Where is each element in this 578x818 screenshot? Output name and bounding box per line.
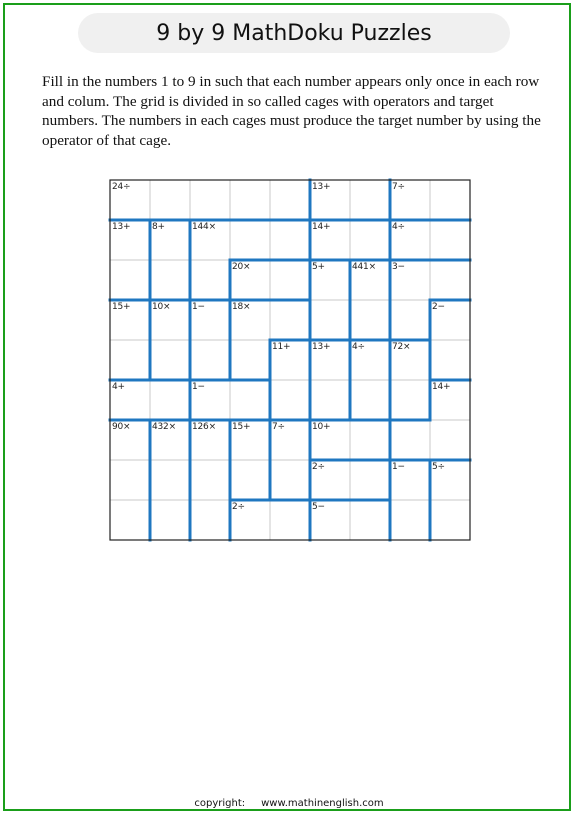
cage-label: 126× — [192, 422, 216, 432]
grid-cell[interactable] — [390, 380, 430, 420]
cage-label: 4+ — [112, 382, 125, 392]
cage-label: 4÷ — [392, 222, 405, 232]
grid-cell[interactable] — [110, 340, 150, 380]
grid-cell[interactable] — [270, 460, 310, 500]
grid-cell[interactable] — [350, 300, 390, 340]
cage-label: 1− — [192, 382, 205, 392]
page-title: 9 by 9 MathDoku Puzzles — [78, 13, 510, 53]
cage-label: 10× — [152, 302, 171, 312]
grid-cell[interactable] — [270, 180, 310, 220]
cage-label: 1− — [192, 302, 205, 312]
cage-label: 5+ — [312, 262, 325, 272]
grid-cell[interactable] — [350, 380, 390, 420]
grid-cell[interactable] — [230, 340, 270, 380]
grid-cell[interactable] — [350, 180, 390, 220]
cage-label: 2÷ — [312, 462, 325, 472]
grid-cell[interactable] — [230, 220, 270, 260]
grid-cell[interactable] — [150, 460, 190, 500]
cage-label: 14+ — [432, 382, 451, 392]
grid-cell[interactable] — [310, 380, 350, 420]
cage-label: 7÷ — [272, 422, 285, 432]
cage-label: 72× — [392, 342, 411, 352]
cage-label: 13+ — [112, 222, 131, 232]
grid-cell[interactable] — [350, 220, 390, 260]
grid-cell[interactable] — [230, 460, 270, 500]
footer — [0, 798, 578, 809]
grid-cell[interactable] — [390, 300, 430, 340]
cage-label: 3− — [392, 262, 405, 272]
grid-cell[interactable] — [150, 340, 190, 380]
cage-label: 4÷ — [352, 342, 365, 352]
copyright-label: copyright: — [194, 798, 246, 809]
cage-label: 441× — [352, 262, 376, 272]
grid-cell[interactable] — [190, 180, 230, 220]
grid-cell[interactable] — [190, 500, 230, 540]
grid-cell[interactable] — [390, 500, 430, 540]
grid-cell[interactable] — [190, 340, 230, 380]
cage-label: 5− — [312, 502, 325, 512]
cage-label: 15+ — [232, 422, 251, 432]
cage-label: 15+ — [112, 302, 131, 312]
copyright-site: www.mathinenglish.com — [261, 798, 384, 809]
grid-cell[interactable] — [150, 260, 190, 300]
grid-cell[interactable] — [430, 500, 470, 540]
cage-label: 10+ — [312, 422, 331, 432]
grid-cell[interactable] — [150, 500, 190, 540]
grid-cell[interactable] — [110, 500, 150, 540]
instructions-text: Fill in the numbers 1 to 9 in such that each number appears only once in each row and colum. The grid is divided in so called cages with operators and target numbers. The numbers in each cages must produce the target number by using the operator of that cage. — [42, 73, 541, 149]
cage-label: 2− — [432, 302, 445, 312]
grid-cell[interactable] — [270, 220, 310, 260]
grid-cell[interactable] — [430, 220, 470, 260]
grid-cell[interactable] — [150, 180, 190, 220]
cage-label: 1− — [392, 462, 405, 472]
cage-label: 11+ — [272, 342, 291, 352]
cage-label: 18× — [232, 302, 251, 312]
grid-cell[interactable] — [270, 300, 310, 340]
cage-label: 13+ — [312, 182, 331, 192]
grid-cell[interactable] — [390, 420, 430, 460]
cage-label: 7÷ — [392, 182, 405, 192]
cage-label: 14+ — [312, 222, 331, 232]
mathdoku-grid[interactable] — [110, 180, 470, 540]
cage-label: 90× — [112, 422, 131, 432]
cage-label: 432× — [152, 422, 176, 432]
grid-cell[interactable] — [150, 380, 190, 420]
grid-cell[interactable] — [190, 260, 230, 300]
cage-label: 20× — [232, 262, 251, 272]
grid-cell[interactable] — [270, 260, 310, 300]
grid-cell[interactable] — [270, 500, 310, 540]
grid-lines — [110, 180, 470, 540]
grid-cell[interactable] — [190, 460, 230, 500]
grid-cell[interactable] — [110, 460, 150, 500]
cage-label: 24÷ — [112, 182, 131, 192]
cage-label: 5÷ — [432, 462, 445, 472]
cage-label: 144× — [192, 222, 216, 232]
grid-cell[interactable] — [350, 500, 390, 540]
grid-cell[interactable] — [430, 340, 470, 380]
grid-cell[interactable] — [430, 420, 470, 460]
grid-cell[interactable] — [110, 260, 150, 300]
grid-cell[interactable] — [230, 180, 270, 220]
grid-cell[interactable] — [270, 380, 310, 420]
cage-label: 8+ — [152, 222, 165, 232]
grid-cell[interactable] — [350, 420, 390, 460]
grid-cell[interactable] — [350, 460, 390, 500]
grid-cell[interactable] — [430, 180, 470, 220]
grid-cell[interactable] — [430, 260, 470, 300]
cage-label: 2÷ — [232, 502, 245, 512]
cage-label: 13+ — [312, 342, 331, 352]
grid-cell[interactable] — [310, 300, 350, 340]
grid-cell[interactable] — [230, 380, 270, 420]
